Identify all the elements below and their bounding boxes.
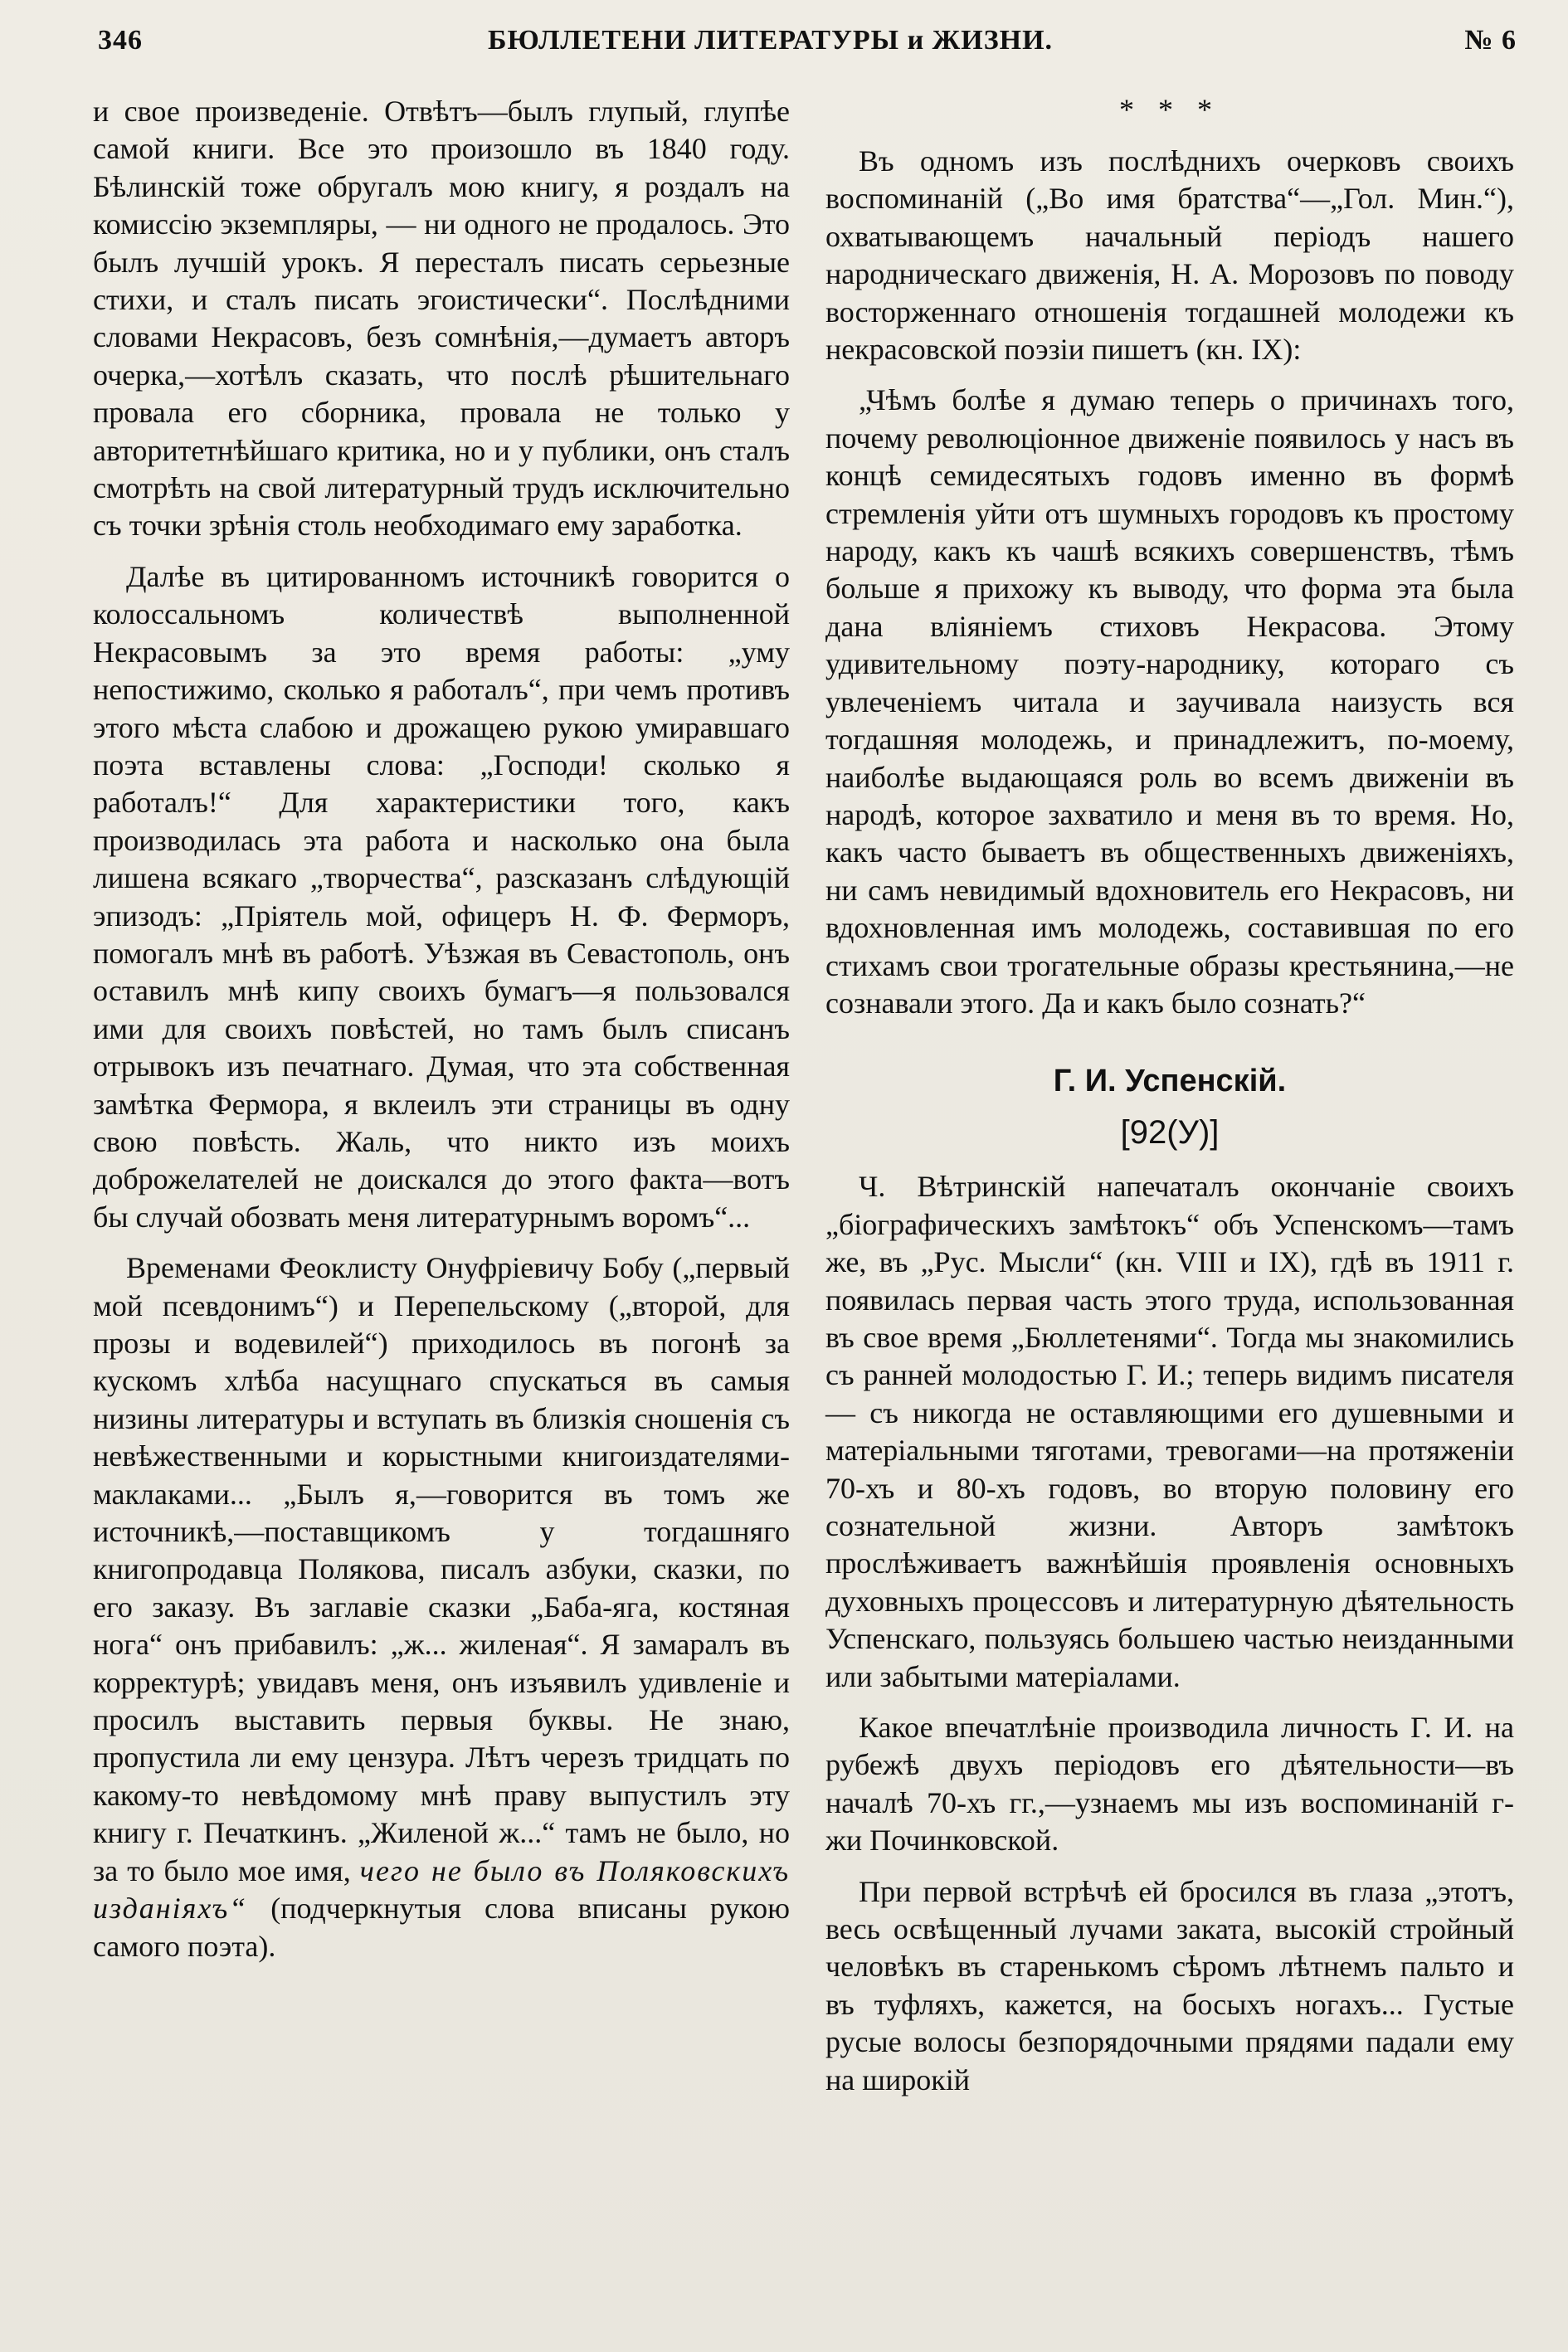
page-header — [98, 25, 1517, 75]
section-code: [92(У)] — [1120, 1114, 1220, 1152]
section-separator: * * * — [1119, 93, 1220, 126]
right-column — [825, 93, 1514, 2112]
left-column — [93, 93, 790, 1979]
paragraph: Ч. Вѣтринскій напечаталъ окончаніе своихъ „біографическихъ замѣтокъ“ объ Успенскомъ—тамъ же, въ „Рус. Мысли“ (кн. VIII и IX), гдѣ въ 1911 г. появилась первая часть этого труда, использованная въ свое время „Бюллетенями“. Тогда мы знакомились съ ранней молодостью Г. И.; теперь видимъ писателя — съ никогда не оставляющими его душевными и матеріальными тяготами, тревогами—на протяженіи 70-хъ и 80-хъ годовъ, во вторую половину его сознательной жизни. Авторъ замѣтокъ прослѣживаетъ важнѣйшія проявленія основныхъ духовныхъ процессовъ и литературную дѣятельность Успенскаго, пользуясь большею частью неизданными или забытыми матеріалами. — [825, 1170, 1514, 1693]
paragraph: Въ одномъ изъ послѣднихъ очерковъ своихъ воспоминаній („Во имя братства“—„Гол. Мин.“), охватывающемъ начальный періодъ нашего народническаго движенія, Н. А. Морозовъ по поводу восторженнаго отношенія тогдашней молодежи къ некрасовской поэзіи пишетъ (кн. IX): — [825, 144, 1514, 367]
issue-number: № 6 — [1464, 25, 1517, 56]
page-number: 346 — [98, 25, 143, 56]
journal-title: БЮЛЛЕТЕНИ ЛИТЕРАТУРЫ и ЖИЗНИ. — [488, 25, 1054, 56]
paragraph-text: Временами Феоклисту Онуфріевичу Бобу („первый мой псевдонимъ“) и Перепельскому („второй, для прозы и водевилей“) приходилось въ погонѣ за кускомъ хлѣба насущнаго спускаться въ самыя низины литературы и вступать въ близкія сношенія съ невѣжественными и корыстными книгоиздателями-маклаками... „Былъ я,—говорится въ томъ же источникѣ,—поставщикомъ у тогдашняго книгопродавца Полякова, писалъ азбуки, сказки, по его заказу. Въ заглавіе сказки „Баба-яга, костяная нога“ онъ прибавилъ: „ж... жиленая“. Я замаралъ въ корректурѣ; увидавъ меня, онъ изъявилъ удивленіе и просилъ выставить первыя буквы. Не знаю, пропустила ли ему цензура. Лѣтъ черезъ тридцать по какому-то невѣдомому мнѣ праву выпустилъ эту книгу г. Печаткинъ. „Жиленой ж...“ тамъ не было, но за то было мое имя, — [93, 1251, 790, 1887]
italic-phrase: чего не было въ Поляковскихъ изданіяхъ“ — [93, 1853, 791, 1926]
paragraph: При первой встрѣчѣ ей бросился въ глаза „этотъ, весь освѣщенный лучами заката, высокій стройный человѣкъ въ старенькомъ сѣромъ лѣтнемъ пальто и въ туфляхъ, кажется, на босыхъ ногахъ... Густые русые волосы безпорядочными прядями падали ему на широкій — [825, 1874, 1514, 2096]
paragraph-text: (подчеркнутыя слова вписаны рукою самого поэта). — [93, 1892, 790, 1963]
paragraph — [93, 1249, 790, 1965]
quote-paragraph: „Чѣмъ болѣе я думаю теперь о причинахъ того, почему революціонное движеніе появилось у насъ въ концѣ семидесятыхъ годовъ именно въ формѣ стремленія уйти отъ шумныхъ городовъ къ простому народу, какъ къ чашѣ всякихъ совершенствъ, тѣмъ больше я прихожу къ выводу, что форма эта была дана вліяніемъ стиховъ Некрасова. Этому удивительному поэту-народнику, котораго съ увлеченіемъ читала и заучивала наизусть вся тогдашняя молодежь, и принадлежитъ, по-моему, наиболѣе выдающаяся роль во всемъ движеніи въ народѣ, которое захватило и меня въ то время. Но, какъ часто бываетъ въ общественныхъ движеніяхъ, ни самъ невидимый вдохновитель его Некрасовъ, ни вдохновленная имъ молодежь, составившая по его стихамъ свои трогательные образы крестьянина,—не сознавали этого. Да и какъ было сознать?“ — [825, 383, 1514, 1020]
paragraph: Далѣе въ цитированномъ источникѣ говорится о колоссальномъ количествѣ выполненной Некрасовымъ за это время работы: „уму непостижимо, сколько я работалъ“, при чемъ противъ этого мѣста слабою и дрожащею рукою умиравшаго поэта вставлены слова: „Господи! сколько я работалъ!“ Для характеристики того, какъ производилась эта работа и насколько она была лишена всякаго „творчества“, разсказанъ слѣдующій эпизодъ: „Пріятель мой, офицеръ Н. Ф. Ферморъ, помогалъ мнѣ въ работѣ. Уѣзжая въ Севастополь, онъ оставилъ мнѣ кипу своихъ бумагъ—я пользовался ими для своихъ повѣстей, но тамъ былъ списанъ отрывокъ изъ печатнаго. Думая, что эта собственная замѣтка Фермора, я вклеилъ эти страницы въ одну свою повѣсть. Жаль, что никто изъ моихъ доброжелателей не доискался до этого факта—вотъ бы случай обозвать меня литературнымъ воромъ“... — [93, 559, 790, 1234]
paragraph: и свое произведеніе. Отвѣтъ—былъ глупый, глупѣе самой книги. Все это произошло въ 1840 году. Бѣлинскій тоже обругалъ мою книгу, я роздалъ на комиссію экземпляры, — ни одного не продалось. Это былъ лучшій урокъ. Я пересталъ писать серьезные стихи, и сталъ писать эгоистически“. Послѣдними словами Некрасовъ, безъ сомнѣнія,—думаетъ авторъ очерка,—хотѣлъ сказать, что послѣ рѣшительнаго провала его сборника, провала не только у авторитетнѣйшаго критика, но и у публики, онъ сталъ смотрѣть на свой литературный трудъ исключительно съ точки зрѣнія столь необходимаго ему заработка. — [93, 95, 790, 543]
section-title: Г. И. Успенскій. — [1053, 1064, 1287, 1099]
paragraph: Какое впечатлѣніе производила личность Г. И. на рубежѣ двухъ періодовъ его дѣятельности—въ началѣ 70-хъ гг.,—узнаемъ мы изъ воспоминаній г-жи Починковской. — [825, 1711, 1514, 1858]
